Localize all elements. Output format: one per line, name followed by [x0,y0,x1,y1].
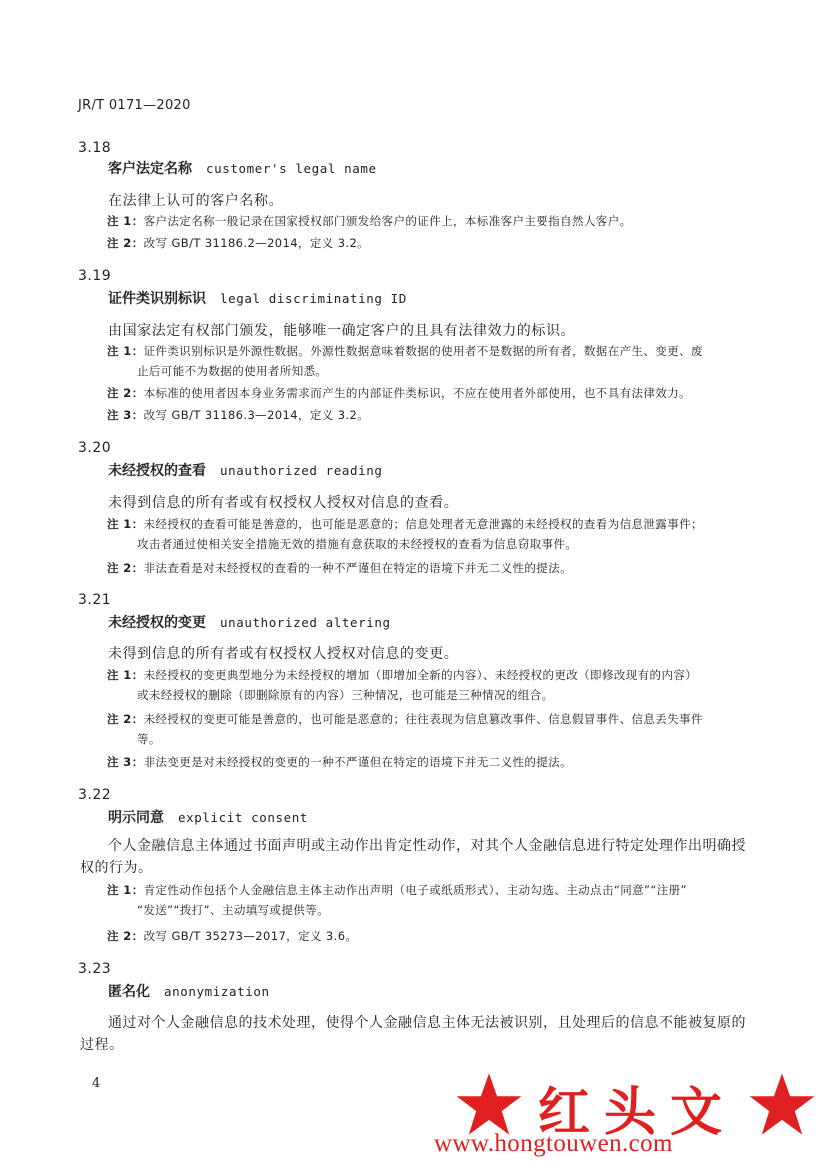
note-label: 注 1： [107,214,144,228]
term-english: legal discriminating ID [220,291,407,306]
entry-note [107,711,703,747]
entry-note [107,213,632,229]
entry-note [107,928,357,944]
term-english: anonymization [164,984,270,999]
term-chinese: 明示同意 [108,810,164,826]
note-label: 注 3： [107,755,144,769]
entry-term [108,981,270,1001]
entry-note [107,385,691,401]
entry-definition: 在法律上认可的客户名称。 [108,193,284,209]
note-continuation: 或未经授权的删除（即删除原有的内容）三种情况，也可能是三种情况的组合。 [137,688,554,702]
term-english: customer's legal name [206,161,377,176]
entry-definition: 未得到信息的所有者或有权授权人授权对信息的变更。 [108,646,459,662]
entry-note [107,516,703,552]
entry-note [107,560,572,576]
note-label: 注 2： [107,929,144,943]
entry-term [108,288,407,308]
note-label: 注 2： [107,386,144,400]
note-text: 未经授权的变更可能是善意的，也可能是恶意的；往往表现为信息篡改事件、信息假冒事件、信息丢失事件 [143,712,703,726]
note-text: 改写 GB/T 31186.3—2014，定义 3.2。 [143,408,370,422]
note-label: 注 3： [107,408,144,422]
entry-number: 3.18 [78,140,112,156]
note-continuation: “发送”“拨打”、主动填写或提供等。 [137,903,330,917]
note-text: 客户法定名称一般记录在国家授权部门颁发给客户的证件上，本标准客户主要指自然人客户。 [143,214,632,228]
note-text: 证件类识别标识是外源性数据。外源性数据意味着数据的使用者不是数据的所有者，数据在产生、变更、废 [143,344,703,358]
entry-definition: 未得到信息的所有者或有权授权人授权对信息的查看。 [108,495,459,511]
entry-number: 3.20 [78,440,112,456]
entry-term [108,612,391,632]
term-english: unauthorized altering [220,615,391,630]
term-chinese: 证件类识别标识 [108,291,206,307]
entry-note [107,407,369,423]
page-number: 4 [92,1076,101,1091]
entry-term [108,460,383,480]
note-text: 非法变更是对未经授权的变更的一种不严谨但在特定的语境下并无二义性的提法。 [143,755,573,769]
entry-number: 3.21 [78,592,112,608]
note-label: 注 1： [107,883,144,897]
entry-definition: 个人金融信息主体通过书面声明或主动作出肯定性动作，对其个人金融信息进行特定处理作出明确授权的行为。 [80,838,746,876]
note-label: 注 2： [107,712,144,726]
note-label: 注 1： [107,344,144,358]
entry-number: 3.22 [78,787,112,803]
note-text: 改写 GB/T 35273—2017，定义 3.6。 [143,929,358,943]
entry-note [107,343,703,379]
watermark-logo-text: 红头文 [538,1083,737,1143]
note-continuation: 等。 [137,732,161,746]
term-chinese: 客户法定名称 [108,161,192,177]
entry-term [108,158,377,178]
note-label: 注 1： [107,668,144,682]
note-text: 未经授权的变更典型地分为未经授权的增加（即增加全新的内容）、未经授权的更改（即修改现有的内容） [143,668,698,682]
note-continuation: 止后可能不为数据的使用者所知悉。 [137,364,328,378]
note-text: 肯定性动作包括个人金融信息主体主动作出声明（电子或纸质形式）、主动勾选、主动点击“同意”“注册” [143,883,687,897]
entry-note [107,754,572,770]
document-code-header: JR/T 0171—2020 [78,98,191,113]
note-text: 非法查看是对未经授权的查看的一种不严谨但在特定的语境下并无二义性的提法。 [143,561,573,575]
note-text: 未经授权的查看可能是善意的，也可能是恶意的；信息处理者无意泄露的未经授权的查看为信息泄露事件； [143,517,703,531]
watermark-url: www.hongtouwen.com [434,1130,673,1157]
entry-term [108,807,308,827]
note-text: 改写 GB/T 31186.2—2014，定义 3.2。 [143,236,370,250]
entry-definition: 通过对个人金融信息的技术处理，使得个人金融信息主体无法被识别，且处理后的信息不能被复原的过程。 [80,1015,746,1053]
entry-number: 3.19 [78,268,112,284]
term-chinese: 未经授权的变更 [108,615,206,631]
term-chinese: 未经授权的查看 [108,463,206,479]
note-text: 本标准的使用者因本身业务需求而产生的内部证件类标识，不应在使用者外部使用，也不具有法律效力。 [143,386,692,400]
note-continuation: 攻击者通过使相关安全措施无效的措施有意获取的未经授权的查看为信息窃取事件。 [137,537,578,551]
entry-note [107,667,697,703]
term-english: unauthorized reading [220,463,383,478]
term-english: explicit consent [178,810,309,825]
note-label: 注 1： [107,517,144,531]
entry-definition: 由国家法定有权部门颁发，能够唯一确定客户的且具有法律效力的标识。 [108,323,576,339]
term-chinese: 匿名化 [108,984,150,1000]
entry-note [107,235,369,251]
note-label: 注 2： [107,236,144,250]
entry-number: 3.23 [78,961,112,977]
note-label: 注 2： [107,561,144,575]
entry-note [107,882,687,918]
star-icon [748,1072,816,1140]
